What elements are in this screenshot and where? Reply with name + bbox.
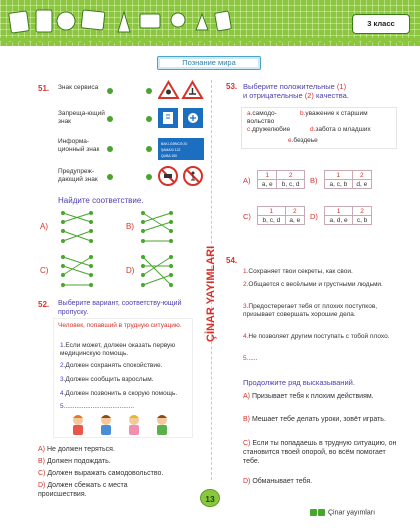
q53-table-a-c1: a, e	[258, 180, 277, 189]
q54-item-4	[243, 333, 403, 341]
q53-word-b	[300, 110, 368, 118]
q53-table-c-h1: 1	[258, 207, 286, 216]
q51-dot-right-2[interactable]	[146, 116, 152, 122]
q54-item-3	[243, 303, 403, 319]
q54-option-b[interactable]	[243, 416, 403, 425]
q54-option-d-letter: D)	[243, 478, 251, 485]
q53-word-d-text: забота о младших	[315, 126, 371, 133]
q54-item-5	[243, 355, 403, 363]
q53-table-c-h2: 2	[285, 207, 304, 216]
q52-item-4-text: Должен позвонить в скорую помощь.	[65, 390, 178, 397]
q53-table-b-h2: 2	[352, 171, 371, 180]
q52-item-5	[60, 403, 190, 411]
q52-option-c-letter: C)	[38, 470, 46, 477]
q54-item-2-number: 2.	[243, 281, 249, 288]
q54-option-c-text: Если ты попадаешь в трудную ситуацию, он становится твоей опорой, во всём помогает тебе.	[243, 440, 397, 465]
q51-dot-right-4[interactable]	[146, 174, 152, 180]
q53-option-c[interactable]: C)	[243, 212, 251, 221]
q52-option-b[interactable]	[38, 458, 111, 467]
q53-table-b-c1: a, c, b	[325, 180, 353, 189]
q53-table-c[interactable]	[257, 206, 305, 225]
q51-option-a[interactable]: A)	[40, 222, 48, 231]
q52-option-b-letter: B)	[38, 458, 45, 465]
q51-dot-right-1[interactable]	[146, 88, 152, 94]
q53-word-d	[310, 126, 371, 134]
q54-item-3-number: 3.	[243, 303, 249, 310]
q53-table-b[interactable]	[324, 170, 372, 189]
q53-word-b-letter: b.	[300, 110, 306, 117]
q53-option-a[interactable]: A)	[243, 176, 251, 185]
q54-option-a-text: Призывает тебя к плохим действиям.	[251, 393, 374, 400]
children-illustration-icon	[62, 412, 188, 440]
q53-table-c-c1: b, c, d	[258, 216, 286, 225]
brand-vertical-logo	[196, 234, 224, 346]
q51-option-c[interactable]: C)	[40, 266, 49, 275]
q52-item-2-text: Должен сохранять спокойствие.	[65, 362, 163, 369]
q54-item-4-number: 4.	[243, 333, 249, 340]
q52-item-1-number: 1.	[60, 342, 66, 349]
q52-box-title: Человек, попавший в трудную ситуацию.	[58, 322, 182, 329]
q53-word-e	[288, 137, 318, 145]
q51-instruction: Найдите соответствие.	[58, 196, 144, 205]
q53-word-d-letter: d.	[310, 126, 316, 133]
warning-triangle-signs-icon	[158, 80, 204, 100]
q52-item-1	[60, 342, 190, 358]
q54-option-b-text: Мешает тебе делать уроки, зовёт играть.	[251, 416, 386, 423]
q54-item-4-text: Не позволяет другим поступать с тобой плохо.	[248, 333, 390, 340]
q52-option-b-text: Должен подождать.	[46, 458, 111, 465]
facebook-icon[interactable]	[310, 509, 317, 516]
q53-table-c-c2: a, e	[285, 216, 304, 225]
q54-item-1-number: 1.	[243, 268, 249, 275]
info-distance-sign-icon	[158, 138, 204, 160]
q52-item-3	[60, 376, 190, 384]
q52-number: 52.	[38, 300, 50, 309]
service-signs-icon	[158, 108, 204, 128]
q51-number: 51.	[38, 84, 50, 93]
q53-word-a	[247, 110, 295, 126]
q52-item-3-text: Должен сообщить взрослым.	[65, 376, 154, 383]
q53-negative-code: (2)	[304, 91, 314, 101]
q54-option-a-letter: A)	[243, 393, 250, 400]
q51-dot-left-3[interactable]	[107, 146, 113, 152]
q51-option-a-graph-icon[interactable]	[60, 210, 94, 244]
q53-table-a-h1: 1	[258, 171, 277, 180]
q53-table-d[interactable]	[324, 206, 372, 225]
header-scallop	[0, 38, 420, 48]
q53-word-a-text: самодо-вольство	[247, 110, 277, 125]
q54-option-d-text: Обманывает тебя.	[252, 478, 313, 485]
q51-option-b-graph-icon[interactable]	[140, 210, 174, 244]
q53-table-d-c2: c, b	[353, 216, 372, 225]
q53-positive-code: (1)	[336, 82, 347, 91]
q51-sign-label-3: Информа-ционный знак	[58, 138, 100, 153]
q51-dot-left-1[interactable]	[107, 88, 113, 94]
q52-option-d[interactable]	[38, 482, 163, 500]
q54-item-5-text: .....	[248, 355, 258, 362]
q52-item-5-number: 5.	[60, 403, 66, 410]
q53-number: 53.	[226, 82, 238, 91]
q54-instruction: Продолжите ряд высказываний.	[243, 378, 355, 387]
q54-item-1	[243, 268, 403, 276]
q51-sign-label-4: Предупреж-дающий знак	[58, 168, 98, 183]
q52-option-c-text: Должен выражать самодовольство.	[47, 470, 164, 477]
q51-option-b[interactable]: B)	[126, 222, 134, 231]
q53-word-e-text: бездеье	[293, 137, 318, 144]
footer-brand-text: Çinar yayımları	[327, 509, 376, 517]
q54-option-b-letter: B)	[243, 416, 250, 423]
q54-item-5-number: 5.	[243, 355, 249, 362]
q53-table-a[interactable]	[257, 170, 305, 189]
q54-option-c[interactable]	[243, 440, 403, 466]
q51-dot-left-4[interactable]	[107, 174, 113, 180]
q54-item-1-text: Сохраняет твои секреты, как свои.	[248, 268, 353, 275]
page-number: 13	[200, 489, 220, 507]
q53-word-c-letter: c.	[247, 126, 253, 133]
q54-option-d[interactable]	[243, 478, 403, 487]
topic-title: Познание мира	[157, 56, 261, 70]
info-sign-line-2: ŞAMAXI 122	[161, 148, 181, 152]
class-badge: 3 класс	[352, 14, 410, 34]
q53-word-a-letter: a.	[247, 110, 253, 117]
q52-item-3-number: 3.	[60, 376, 66, 383]
info-sign-line-3: QUBA 150	[161, 154, 178, 158]
info-sign-line-1: BAKI-GƏNCƏ 20	[161, 142, 188, 146]
q51-option-d[interactable]: D)	[126, 266, 135, 275]
prohibitory-signs-icon	[158, 166, 204, 186]
q53-question-a: Выберите положительные	[243, 82, 337, 91]
q53-table-d-h1: 1	[325, 207, 353, 216]
footer-brand	[310, 509, 375, 516]
q52-option-d-letter: D)	[38, 482, 46, 489]
q52-item-4	[60, 390, 190, 398]
q52-item-2-number: 2.	[60, 362, 66, 369]
q51-option-c-graph-icon[interactable]	[60, 254, 94, 288]
q53-word-e-letter: e.	[288, 137, 294, 144]
q52-item-4-number: 4.	[60, 390, 66, 397]
q54-number: 54.	[226, 256, 238, 265]
q53-table-d-c1: a, d, e	[325, 216, 353, 225]
q53-word-c-text: дружелюбие	[252, 126, 291, 133]
q51-sign-label-2: Запреща-ющий знак	[58, 110, 105, 125]
q52-item-1-text: Если может, должен оказать первую медицинскую помощь.	[60, 342, 176, 358]
q53-question-b: и отрицательные	[243, 91, 305, 101]
q54-item-3-text: Предостерегает тебя от плохих поступков, призывает совершать хорошие дела.	[243, 303, 378, 319]
q52-option-a[interactable]	[38, 446, 115, 455]
q53-question	[243, 82, 403, 101]
q53-word-c	[247, 126, 290, 134]
q51-dot-left-2[interactable]	[107, 116, 113, 122]
q51-option-d-graph-icon[interactable]	[140, 254, 174, 288]
q53-word-b-text: уважение к старшим	[305, 110, 368, 117]
q52-option-c[interactable]	[38, 470, 163, 479]
q52-option-a-letter: A)	[38, 446, 45, 453]
q51-dot-right-3[interactable]	[146, 146, 152, 152]
q53-table-a-c2: b, c, d	[277, 180, 305, 189]
q54-option-c-letter: C)	[243, 440, 251, 447]
school-doodles-icon	[6, 6, 236, 38]
q53-table-a-h2: 2	[277, 171, 305, 180]
q53-table-b-c2: d, e	[352, 180, 371, 189]
q54-item-2-text: Общается с весёлыми и грустными людьми.	[248, 281, 383, 288]
q52-item-5-text: ......................................	[65, 403, 135, 410]
q52-option-a-text: Не должен теряться.	[46, 446, 115, 453]
brand-vertical-text: ÇİNAR YAYIMLARI	[205, 245, 217, 342]
q54-item-2	[243, 281, 403, 289]
q53-option-b[interactable]: B)	[310, 176, 318, 185]
instagram-icon[interactable]	[318, 509, 325, 516]
q52-question: Выберите вариант, соответству-ющий пропуску.	[58, 300, 182, 316]
q53-question-c: качества.	[313, 91, 349, 101]
q53-table-d-h2: 2	[353, 207, 372, 216]
q51-sign-label-1: Знак сервиса	[58, 84, 99, 91]
q52-option-d-text: Должен сбежать с места происшествия.	[38, 482, 128, 498]
q52-item-2	[60, 362, 190, 370]
q54-option-a[interactable]	[243, 393, 403, 402]
q53-option-d[interactable]: D)	[310, 212, 318, 221]
q53-table-b-h1: 1	[325, 171, 353, 180]
